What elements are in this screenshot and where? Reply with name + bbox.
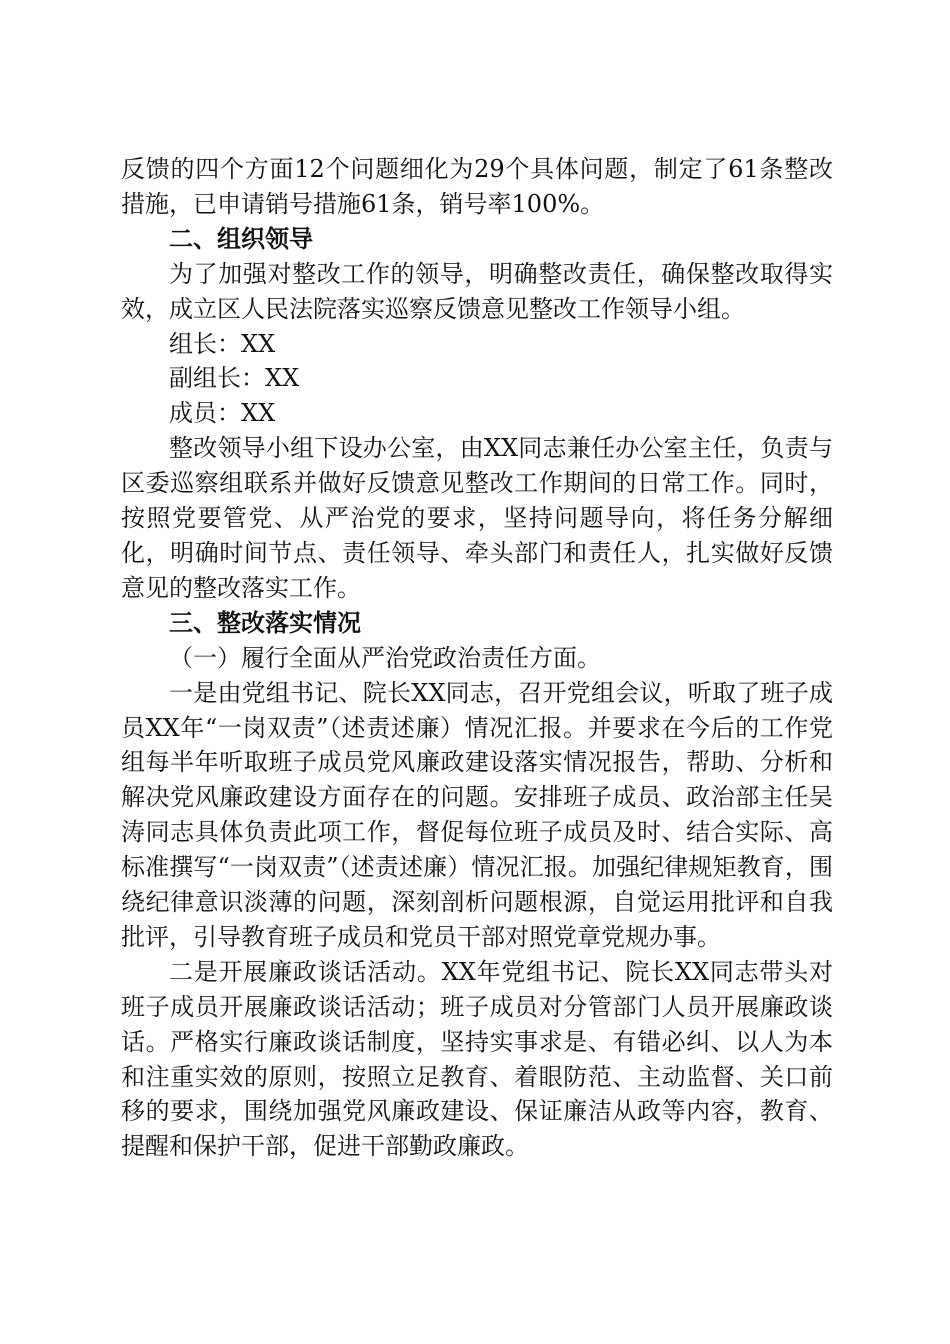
paragraph: 二是开展廉政谈话活动。XX年党组书记、院长XX同志带头对班子成员开展廉政谈话活动；班子成员对分管部门人员开展廉政谈话。严格实行廉政谈话制度，坚持实事求是、有错必纠、以人为本和注重实效的原则，按照立足教育、着眼防范、主动监督、关口前移的要求，围绕加强党风廉政建设、保证廉洁从政等内容，教育、提醒和保护干部，促进干部勤政廉政。 (121, 957, 833, 1161)
group-leader-line: 组长：XX (169, 329, 276, 358)
members-line: 成员：XX (169, 399, 276, 428)
section-heading-implementation: 三、整改落实情况 (169, 608, 361, 637)
subsection-heading: （一）履行全面从严治党政治责任方面。 (169, 643, 601, 672)
document-body (121, 152, 833, 1164)
paragraph: 整改领导小组下设办公室，由XX同志兼任办公室主任，负责与区委巡察组联系并做好反馈意见整改工作期间的日常工作。同时，按照党要管党、从严治党的要求，坚持问题导向，将任务分解细化，明确时间节点、责任领导、牵头部门和责任人，扎实做好反馈意见的整改落实工作。 (121, 434, 833, 602)
deputy-leader-line: 副组长：XX (169, 364, 300, 393)
paragraph: 一是由党组书记、院长XX同志，召开党组会议，听取了班子成员XX年“一岗双责”（述责述廉）情况汇报。并要求在今后的工作党组每半年听取班子成员党风廉政建设落实情况报告，帮助、分析和解决党风廉政建设方面存在的问题。安排班子成员、政治部主任吴涛同志具体负责此项工作，督促每位班子成员及时、结合实际、高标准撰写“一岗双责”（述责述廉）情况汇报。加强纪律规矩教育，围绕纪律意识淡薄的问题，深刻剖析问题根源，自觉运用批评和自我批评，引导教育班子成员和党员干部对照党章党规办事。 (121, 678, 833, 951)
paragraph-continued: 反馈的四个方面12个问题细化为29个具体问题，制定了61条整改措施，已申请销号措施61条，销号率100%。 (121, 155, 833, 218)
paragraph: 为了加强对整改工作的领导，明确整改责任，确保整改取得实效，成立区人民法院落实巡察反馈意见整改工作领导小组。 (121, 259, 833, 323)
section-heading-organization: 二、组织领导 (169, 224, 313, 253)
